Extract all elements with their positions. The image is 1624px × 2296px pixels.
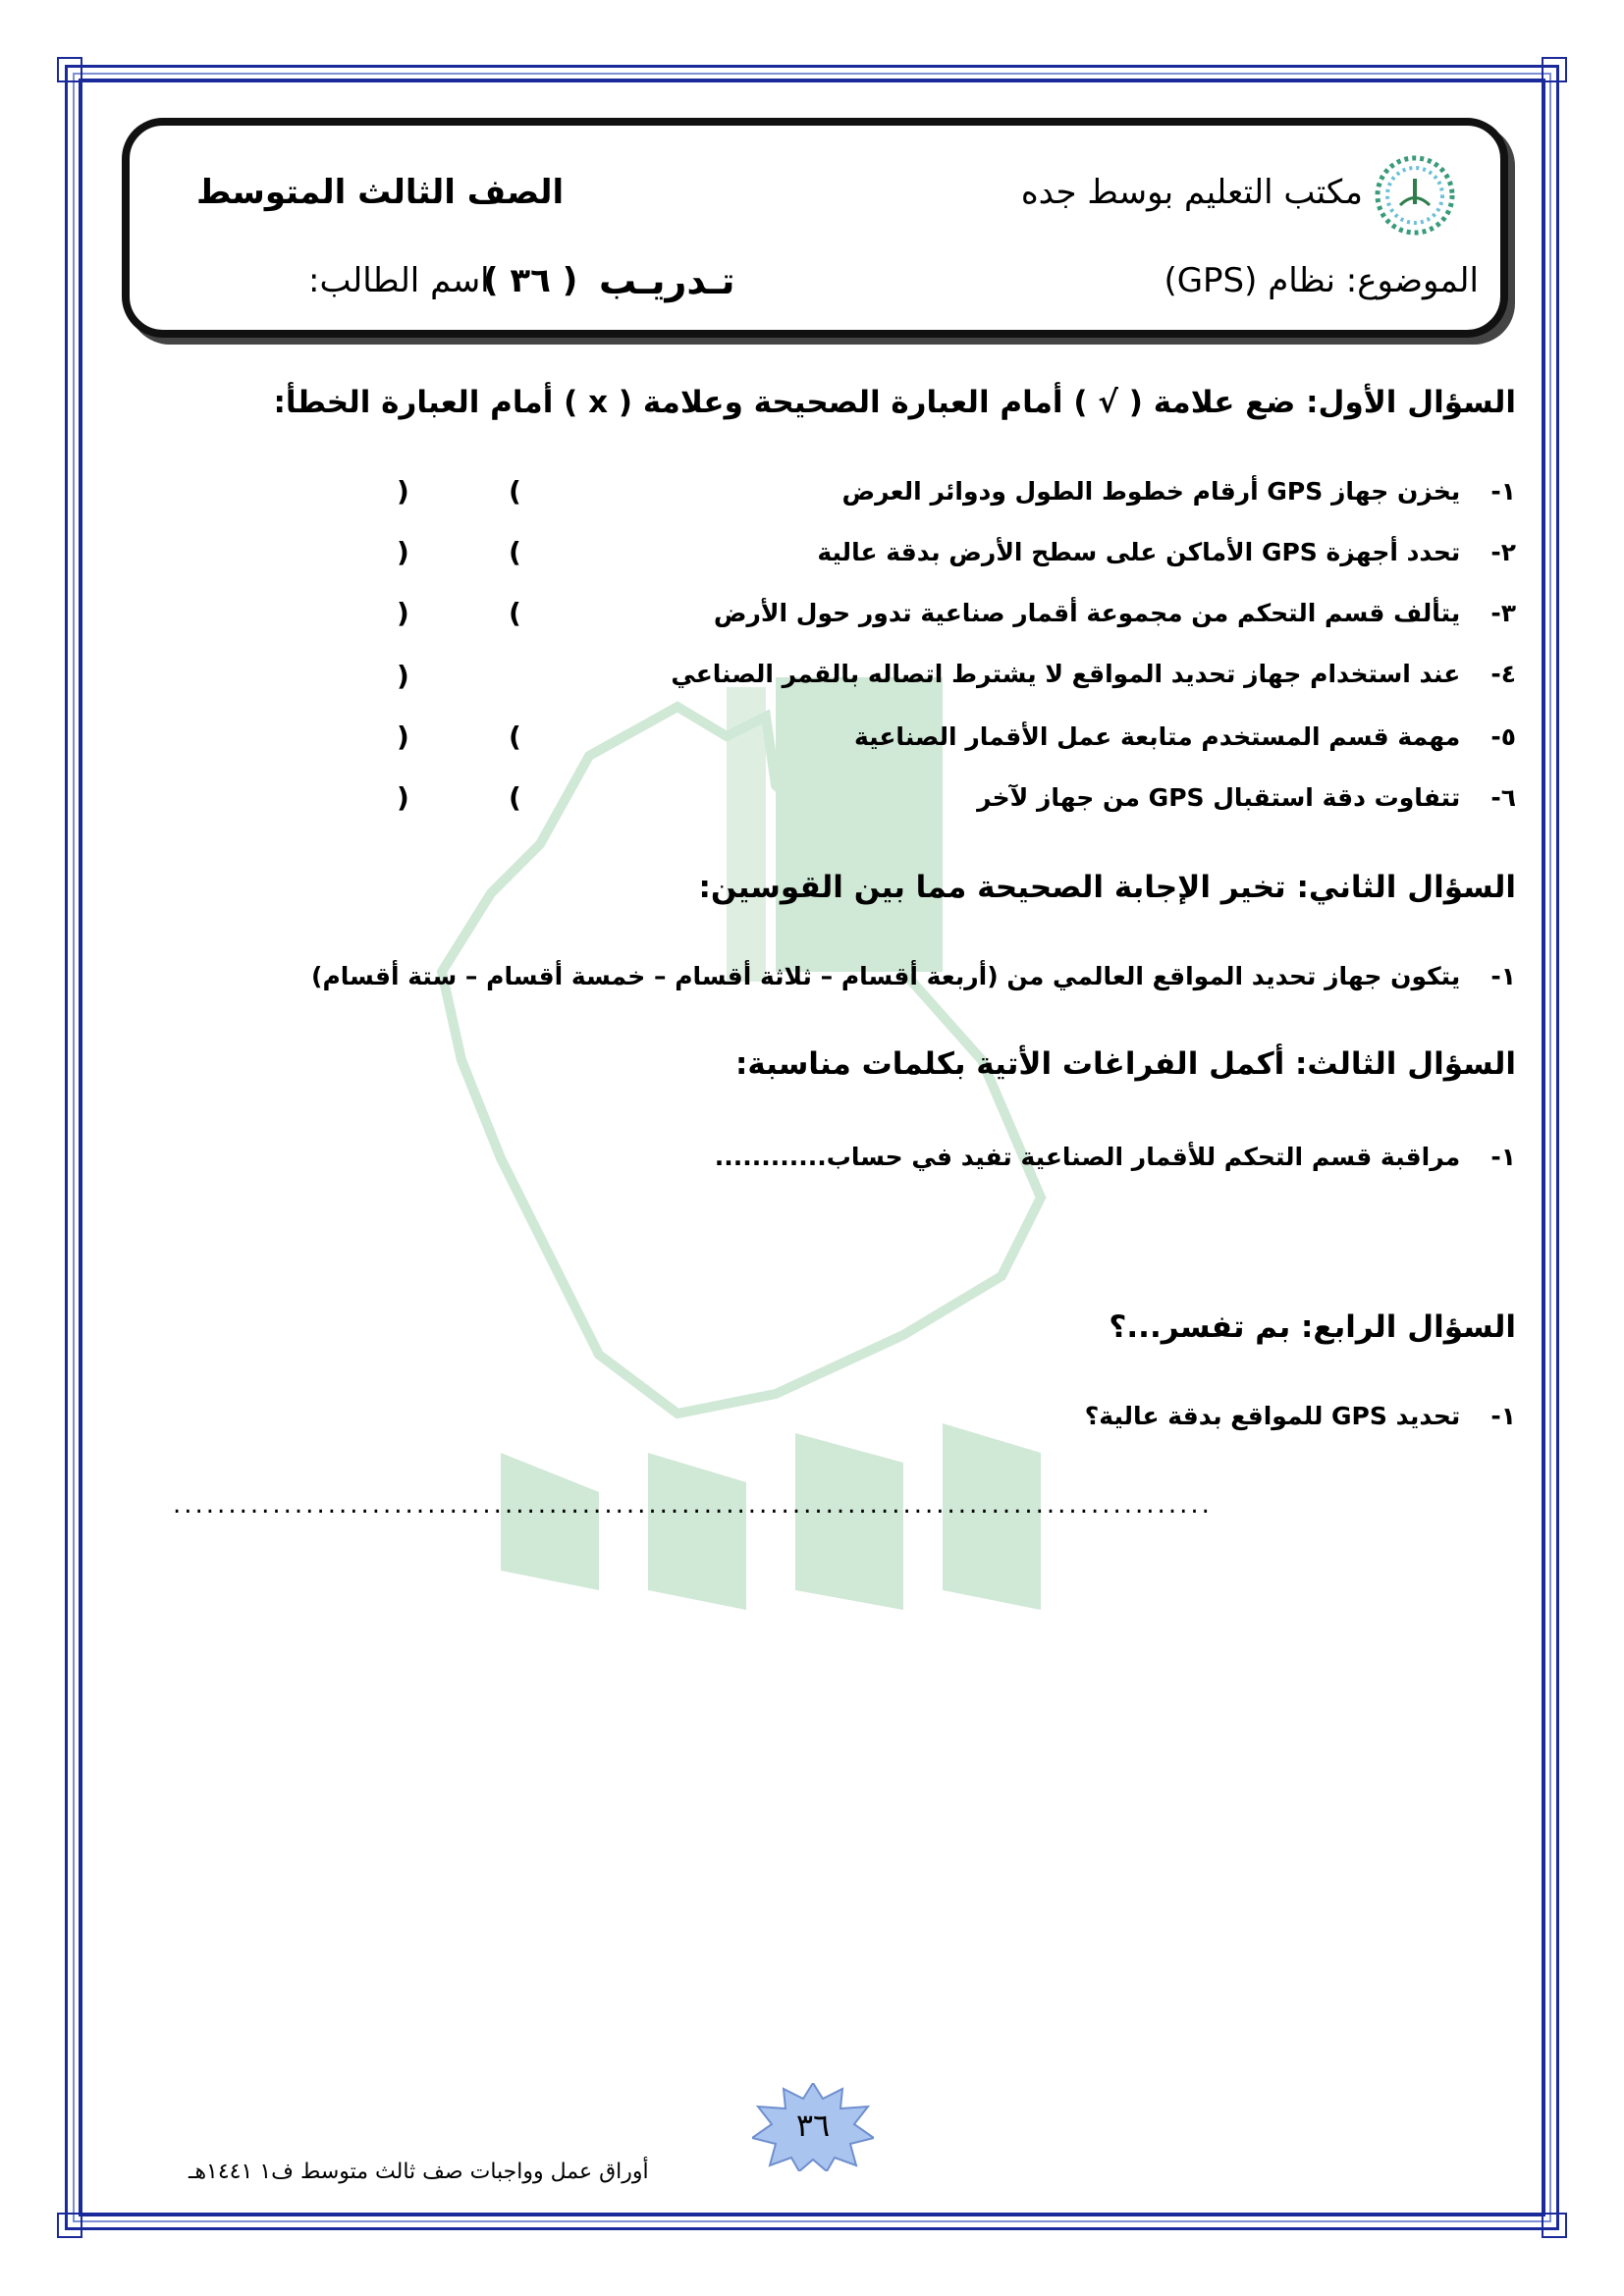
q3-title: السؤال الثالث: أكمل الفراغات الأتية بكلمات مناسبة:	[734, 1046, 1516, 1082]
item-number: ١-	[1490, 962, 1516, 990]
q1-item	[841, 477, 1516, 506]
q4-title: السؤال الرابع: بم تفسر...؟	[1109, 1309, 1516, 1345]
corner-ornament-br	[1542, 2213, 1567, 2238]
q1-item	[817, 538, 1516, 566]
item-text: تتفاوت دقة استقبال GPS من جهاز لآخر	[977, 783, 1461, 812]
answer-dotted-line: ..............................................................................................	[173, 1490, 1213, 1520]
q1-item	[714, 599, 1516, 627]
q1-item	[671, 660, 1516, 688]
item-text: مهمة قسم المستخدم متابعة عمل الأقمار الصناعية	[853, 722, 1461, 751]
grade-label: الصف الثالث المتوسط	[196, 173, 565, 212]
q1-item	[854, 722, 1516, 751]
item-number: ١-	[1490, 1143, 1516, 1171]
q3-item	[715, 1143, 1516, 1171]
answer-paren-open: (	[509, 536, 521, 568]
q4-item	[1085, 1402, 1516, 1430]
item-text: يخزن جهاز GPS أرقام خطوط الطول ودوائر العرض	[841, 477, 1461, 506]
training-word: تـدريـب	[599, 259, 735, 302]
item-text: يتكون جهاز تحديد المواقع العالمي من (أربعة أقسام – ثلاثة أقسام – خمسة أقسام – ستة أقسام)	[311, 962, 1461, 990]
office-name: مكتب التعليم بوسط جده	[1020, 173, 1363, 212]
footer-text: أوراق عمل وواجبات صف ثالث متوسط ف١ ١٤٤١هـ	[189, 2160, 649, 2184]
answer-paren-close: )	[397, 781, 409, 814]
item-text: تحدد أجهزة GPS الأماكن على سطح الأرض بدقة عالية	[817, 538, 1461, 566]
corner-ornament-tr	[1542, 57, 1567, 82]
answer-paren-open: (	[509, 597, 521, 629]
item-text: عند استخدام جهاز تحديد المواقع لا يشترط اتصاله بالقمر الصناعي	[671, 660, 1461, 688]
subject-label: الموضوع: نظام (GPS)	[1164, 261, 1479, 300]
item-number: ٣-	[1490, 599, 1516, 627]
ministry-logo-icon	[1371, 151, 1459, 240]
q1-title: السؤال الأول: ضع علامة ( √ ) أمام العبارة الصحيحة وعلامة ( x ) أمام العبارة الخطأ:	[273, 385, 1516, 420]
item-text: تحديد GPS للمواقع بدقة عالية؟	[1084, 1402, 1461, 1430]
q2-title: السؤال الثاني: تخير الإجابة الصحيحة مما بين القوسين:	[698, 870, 1516, 905]
item-number: ٥-	[1490, 722, 1516, 751]
answer-paren-close: )	[397, 475, 409, 507]
answer-paren-open: (	[509, 475, 521, 507]
page-number: ٣٦	[795, 2107, 831, 2144]
item-number: ٢-	[1490, 538, 1516, 566]
q1-item	[977, 783, 1516, 812]
answer-paren-close: )	[397, 536, 409, 568]
item-number: ٦-	[1490, 783, 1516, 812]
item-number: ١-	[1490, 1402, 1516, 1430]
item-number: ٤-	[1490, 660, 1516, 688]
item-number: ١-	[1490, 477, 1516, 506]
item-text: يتألف قسم التحكم من مجموعة أقمار صناعية تدور حول الأرض	[713, 599, 1461, 627]
q2-item	[311, 962, 1516, 990]
answer-paren-close: )	[397, 660, 409, 692]
student-name-label: اسم الطالب:	[308, 261, 490, 300]
header-box	[122, 118, 1508, 338]
page-number-badge	[752, 2083, 874, 2171]
answer-paren-close: )	[397, 721, 409, 753]
corner-ornament-tl	[57, 57, 82, 82]
item-text: مراقبة قسم التحكم للأقمار الصناعية تفيد في حساب............	[714, 1143, 1461, 1171]
answer-paren-open: (	[509, 781, 521, 814]
answer-paren-open: (	[509, 721, 521, 753]
training-number: ( ٣٦ )	[483, 261, 578, 300]
answer-paren-close: )	[397, 597, 409, 629]
corner-ornament-bl	[57, 2213, 82, 2238]
